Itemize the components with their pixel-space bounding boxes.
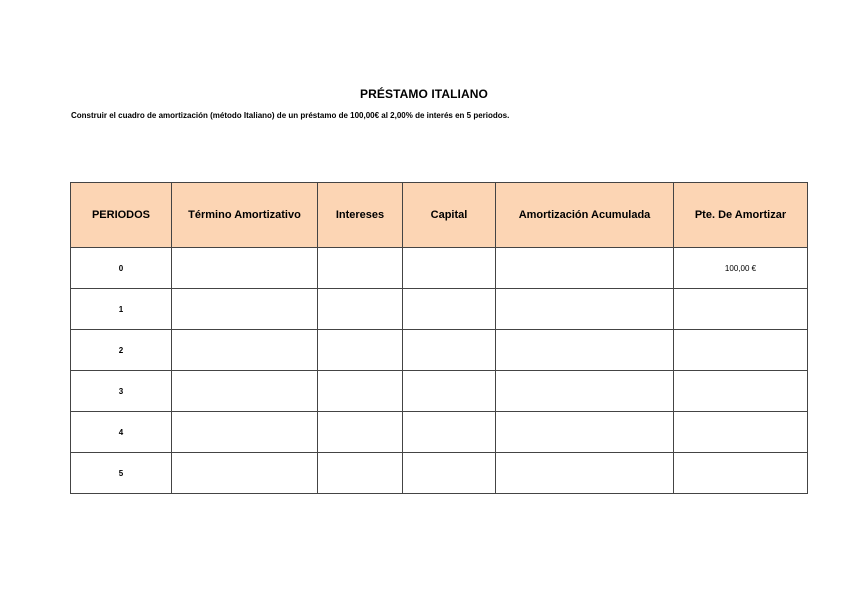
cell-period: 0 bbox=[71, 248, 172, 289]
problem-statement: Construir el cuadro de amortización (método Italiano) de un préstamo de 100,00€ al 2,00% de interés en 5 periodos. bbox=[71, 111, 510, 120]
table-row bbox=[71, 289, 808, 330]
cell-termino bbox=[172, 412, 318, 453]
amortization-table bbox=[70, 182, 808, 494]
header-termino-amortizativo: Término Amortizativo bbox=[172, 183, 318, 248]
table-row bbox=[71, 371, 808, 412]
cell-intereses bbox=[318, 289, 403, 330]
cell-period: 1 bbox=[71, 289, 172, 330]
cell-period: 3 bbox=[71, 371, 172, 412]
cell-pendiente bbox=[674, 330, 808, 371]
cell-pendiente bbox=[674, 289, 808, 330]
header-amortizacion-acumulada: Amortización Acumulada bbox=[496, 183, 674, 248]
cell-termino bbox=[172, 330, 318, 371]
header-capital: Capital bbox=[403, 183, 496, 248]
table-row bbox=[71, 453, 808, 494]
cell-acumulada bbox=[496, 371, 674, 412]
cell-termino bbox=[172, 371, 318, 412]
cell-termino bbox=[172, 453, 318, 494]
cell-pendiente bbox=[674, 453, 808, 494]
page-title: PRÉSTAMO ITALIANO bbox=[360, 87, 488, 101]
header-periodos: PERIODOS bbox=[71, 183, 172, 248]
cell-intereses bbox=[318, 371, 403, 412]
cell-capital bbox=[403, 453, 496, 494]
cell-termino bbox=[172, 289, 318, 330]
cell-pendiente bbox=[674, 412, 808, 453]
cell-acumulada bbox=[496, 453, 674, 494]
cell-period: 2 bbox=[71, 330, 172, 371]
cell-capital bbox=[403, 289, 496, 330]
cell-acumulada bbox=[496, 248, 674, 289]
cell-pendiente: 100,00 € bbox=[674, 248, 808, 289]
cell-capital bbox=[403, 248, 496, 289]
table-header bbox=[71, 183, 808, 248]
table-row bbox=[71, 330, 808, 371]
cell-intereses bbox=[318, 412, 403, 453]
cell-acumulada bbox=[496, 330, 674, 371]
cell-intereses bbox=[318, 248, 403, 289]
cell-capital bbox=[403, 371, 496, 412]
header-row bbox=[71, 183, 808, 248]
cell-acumulada bbox=[496, 412, 674, 453]
cell-capital bbox=[403, 412, 496, 453]
cell-pendiente bbox=[674, 371, 808, 412]
cell-period: 5 bbox=[71, 453, 172, 494]
table-row bbox=[71, 412, 808, 453]
cell-acumulada bbox=[496, 289, 674, 330]
header-pendiente-amortizar: Pte. De Amortizar bbox=[674, 183, 808, 248]
cell-period: 4 bbox=[71, 412, 172, 453]
cell-intereses bbox=[318, 453, 403, 494]
table-body bbox=[71, 248, 808, 494]
header-intereses: Intereses bbox=[318, 183, 403, 248]
cell-capital bbox=[403, 330, 496, 371]
cell-intereses bbox=[318, 330, 403, 371]
table-row bbox=[71, 248, 808, 289]
cell-termino bbox=[172, 248, 318, 289]
